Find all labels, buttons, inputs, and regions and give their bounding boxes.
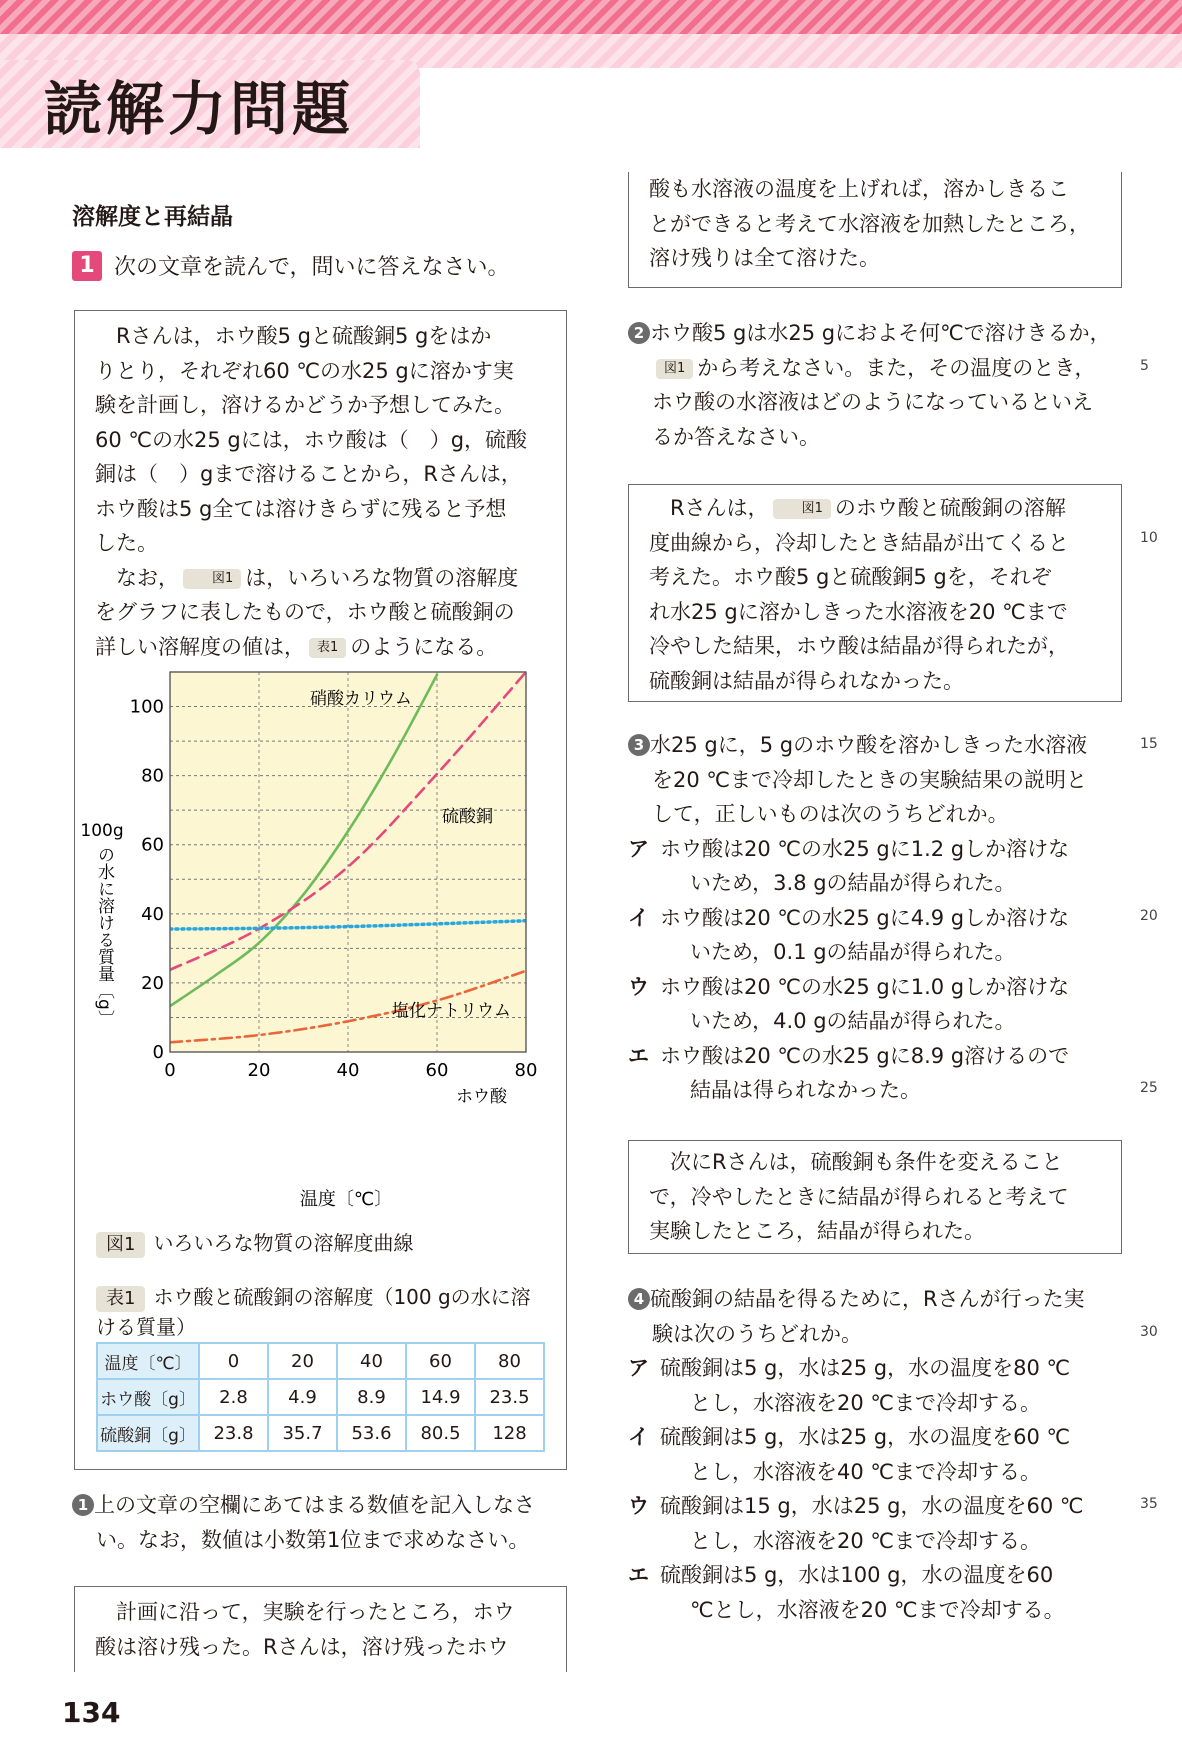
passage-line: れ水25 gに溶かしきった水溶液を20 ℃まで xyxy=(649,599,1068,624)
table-cell: 35.7 xyxy=(268,1415,337,1451)
passage-line: りとり，それぞれ60 ℃の水25 gに溶かす実 xyxy=(95,358,514,383)
table-title-text: ける質量） xyxy=(96,1315,196,1339)
x-tick-label: 40 xyxy=(336,1060,360,1081)
question-3-number: 3 xyxy=(628,734,650,756)
table-title-text: ホウ酸と硫酸銅の溶解度（100 gの水に溶 xyxy=(153,1285,531,1309)
option-i[interactable] xyxy=(628,901,1128,970)
option-text xyxy=(660,1351,1070,1420)
x-axis-label: 温度〔℃〕 xyxy=(299,1189,393,1210)
figure-ref-tag: 図1 xyxy=(183,569,241,589)
table-header-row xyxy=(97,1343,544,1379)
option-a[interactable] xyxy=(628,1351,1128,1420)
table-cell: 硫酸銅〔g〕 xyxy=(97,1415,199,1451)
question-2-line xyxy=(628,351,1128,386)
question-4-line xyxy=(628,1282,1128,1317)
option-key: エ xyxy=(628,1043,649,1068)
table-cell: 14.9 xyxy=(406,1379,475,1415)
page-title: 読解力問題 xyxy=(44,75,355,143)
option-line: 硫酸銅は5 g，水は25 g，水の温度を60 ℃ xyxy=(660,1425,1071,1449)
question-intro-text: 次の文章を読んで，問いに答えなさい。 xyxy=(114,255,510,280)
option-key: イ xyxy=(628,905,649,930)
figure-ref-tag: 図1 xyxy=(773,499,831,519)
series-label-boric: ホウ酸 xyxy=(456,1087,507,1107)
question-1-number: 1 xyxy=(72,1494,94,1516)
option-line: ホウ酸は20 ℃の水25 gに8.9 g溶けるので xyxy=(660,1043,1070,1068)
question-3-line: して，正しいものは次のうちどれか。 xyxy=(652,802,1009,826)
x-tick-label: 80 xyxy=(514,1060,538,1081)
option-key: エ xyxy=(628,1563,649,1587)
passage-box-2b xyxy=(628,172,1122,288)
table-cell: 温度〔℃〕 xyxy=(97,1343,199,1379)
question-3-line xyxy=(628,728,1128,763)
y-tick-label: 20 xyxy=(141,972,164,994)
table-cell: 60 xyxy=(406,1343,475,1379)
passage-line: 冷やした結果，ホウ酸は結晶が得られたが， xyxy=(649,634,1069,658)
option-text xyxy=(660,1420,1070,1489)
question-3-line: を20 ℃まで冷却したときの実験結果の説明と xyxy=(652,767,1087,792)
table-cell: 40 xyxy=(337,1343,406,1379)
passage-line: 次にRさんは，硫酸銅も条件を変えること xyxy=(670,1150,1063,1174)
passage-line: 酸は溶け残った。Rさんは，溶け残ったホウ xyxy=(95,1634,509,1659)
option-line: 硫酸銅は5 g，水は100 g，水の温度を60 xyxy=(660,1563,1054,1587)
table-ref-tag: 表1 xyxy=(309,638,346,658)
option-line: とし，水溶液を40 ℃まで冷却する。 xyxy=(690,1459,1041,1484)
y-tick-label: 80 xyxy=(141,765,164,787)
section-title: 溶解度と再結晶 xyxy=(72,204,233,230)
question-1-line: い。なお，数値は小数第1位まで求めなさい。 xyxy=(96,1527,530,1552)
option-u[interactable] xyxy=(628,1489,1128,1558)
question-number-badge: 1 xyxy=(72,251,102,281)
passage-text: 詳しい溶解度の値は， xyxy=(95,634,305,659)
option-line: 結晶は得られなかった。 xyxy=(690,1078,921,1102)
question-text: 水25 gに，5 gのホウ酸を溶かしきった水溶液 xyxy=(650,733,1088,757)
option-key: イ xyxy=(628,1425,649,1449)
passage-line: 験を計画し，溶けるかどうか予想してみた。 xyxy=(95,393,515,417)
y-tick-label: 0 xyxy=(152,1042,164,1063)
passage-text: のホウ酸と硫酸銅の溶解 xyxy=(834,496,1066,520)
passage-line: 考えた。ホウ酸5 gと硫酸銅5 gを，それぞ xyxy=(649,565,1052,589)
question-intro xyxy=(72,250,510,281)
line-number: 25 xyxy=(1140,1080,1158,1096)
question-1-line xyxy=(72,1488,572,1523)
option-key: ウ xyxy=(628,974,649,999)
table-cell: 2.8 xyxy=(199,1379,268,1415)
table-title xyxy=(96,1282,566,1342)
passage-text: のようになる。 xyxy=(350,634,498,659)
figure-caption-text: いろいろな物質の溶解度曲線 xyxy=(153,1231,414,1255)
passage-line: 60 ℃の水25 gには，ホウ酸は（ ）g，硫酸 xyxy=(95,427,528,452)
passage-line xyxy=(95,561,548,596)
passage-line: 銅は（ ）gまで溶けることから，Rさんは， xyxy=(95,462,522,486)
passage-line: 計画に沿って，実験を行ったところ，ホウ xyxy=(116,1600,515,1624)
solubility-table xyxy=(96,1342,545,1452)
y-axis-label: の水に溶ける質量〔g〕 xyxy=(94,846,114,1027)
table-cell: 80 xyxy=(475,1343,544,1379)
y-tick-label: 100 xyxy=(129,696,164,718)
passage-line: 硫酸銅は結晶が得られなかった。 xyxy=(649,668,964,693)
option-text xyxy=(660,832,1069,901)
y-axis-label-top: 100g xyxy=(80,821,124,841)
option-i[interactable] xyxy=(628,1420,1128,1489)
passage-line: 度曲線から，冷却したとき結晶が出てくると xyxy=(649,530,1069,555)
option-line: 硫酸銅は5 g，水は25 g，水の温度を80 ℃ xyxy=(660,1356,1071,1380)
passage-line: で，冷やしたときに結晶が得られると考えて xyxy=(649,1184,1069,1209)
question-4 xyxy=(628,1282,1128,1627)
passage-text: Rさんは， xyxy=(670,496,769,520)
passage-line: とができると考えて水溶液を加熱したところ， xyxy=(649,211,1090,236)
passage-line: 溶け残りは全て溶けた。 xyxy=(649,246,880,270)
passage-line xyxy=(649,491,1103,526)
option-line: とし，水溶液を20 ℃まで冷却する。 xyxy=(690,1528,1041,1553)
question-2-number: 2 xyxy=(628,322,650,344)
table-cell: 4.9 xyxy=(268,1379,337,1415)
passage-line: 酸も水溶液の温度を上げれば，溶かしきるこ xyxy=(649,177,1069,201)
table-cell: 0 xyxy=(199,1343,268,1379)
option-text xyxy=(660,970,1069,1039)
option-line: ホウ酸は20 ℃の水25 gに1.2 gしか溶けな xyxy=(660,836,1070,861)
series-label-kno3: 硝酸カリウム xyxy=(310,689,412,709)
question-2-line xyxy=(628,316,1128,351)
table-cell: 23.5 xyxy=(475,1379,544,1415)
option-line: ℃とし，水溶液を20 ℃まで冷却する。 xyxy=(690,1597,1065,1622)
passage-line: をグラフに表したもので，ホウ酸と硫酸銅の xyxy=(95,600,515,624)
line-number: 35 xyxy=(1140,1496,1158,1512)
question-2-line: ホウ酸の水溶液はどのようになっているといえ xyxy=(652,390,1093,414)
question-text: ホウ酸5 gは水25 gにおよそ何℃で溶けきるか， xyxy=(650,321,1111,345)
option-text xyxy=(660,1489,1083,1558)
figure-tag: 図1 xyxy=(96,1232,145,1258)
option-key: ア xyxy=(628,836,649,861)
line-number: 30 xyxy=(1140,1324,1158,1340)
option-line: ホウ酸は20 ℃の水25 gに1.0 gしか溶けな xyxy=(660,974,1070,999)
line-number: 20 xyxy=(1140,908,1158,924)
figure-caption xyxy=(96,1227,413,1258)
question-2 xyxy=(628,316,1128,454)
figure-ref-tag: 図1 xyxy=(656,359,693,379)
question-2-line: るか答えなさい。 xyxy=(652,424,820,449)
header-stripe xyxy=(0,0,1182,34)
passage-box-3 xyxy=(628,484,1122,702)
table-cell: 128 xyxy=(475,1415,544,1451)
table-cell: 8.9 xyxy=(337,1379,406,1415)
question-text: 硫酸銅の結晶を得るために，Rさんが行った実 xyxy=(650,1287,1085,1311)
option-line: ホウ酸は20 ℃の水25 gに4.9 gしか溶けな xyxy=(660,905,1070,930)
line-number: 10 xyxy=(1140,530,1158,546)
option-e[interactable] xyxy=(628,1558,1128,1627)
option-e[interactable] xyxy=(628,1039,1128,1108)
option-key: ウ xyxy=(628,1494,649,1518)
passage-box-2a xyxy=(74,1586,567,1672)
series-label-cuso4: 硫酸銅 xyxy=(442,807,493,827)
line-number: 15 xyxy=(1140,736,1158,752)
option-line: とし，水溶液を20 ℃まで冷却する。 xyxy=(690,1390,1041,1415)
question-text: から考えなさい。また，その温度のとき， xyxy=(697,355,1096,380)
option-text xyxy=(660,1039,1069,1108)
passage-line: した。 xyxy=(95,531,158,555)
question-4-line: 験は次のうちどれか。 xyxy=(652,1321,862,1346)
y-tick-label: 40 xyxy=(141,903,164,925)
question-3 xyxy=(628,728,1128,1108)
option-line: いため，0.1 gの結晶が得られた。 xyxy=(690,940,1016,964)
option-text xyxy=(660,1558,1065,1627)
passage-line: Rさんは，ホウ酸5 gと硫酸銅5 gをはか xyxy=(116,324,492,348)
option-line: いため，3.8 gの結晶が得られた。 xyxy=(690,871,1016,895)
x-tick-label: 60 xyxy=(425,1060,449,1081)
table-cell: 20 xyxy=(268,1343,337,1379)
question-4-number: 4 xyxy=(628,1288,650,1310)
y-tick-label: 60 xyxy=(141,834,164,856)
series-label-nacl: 塩化ナトリウム xyxy=(392,1001,511,1021)
question-1 xyxy=(72,1488,572,1557)
option-key: ア xyxy=(628,1356,649,1380)
option-line: いため，4.0 gの結晶が得られた。 xyxy=(690,1009,1016,1033)
passage-text: なお， xyxy=(116,565,179,590)
passage-line: ホウ酸は5 g全ては溶けきらずに残ると予想 xyxy=(95,496,507,521)
option-text xyxy=(660,901,1069,970)
x-tick-label: 20 xyxy=(247,1060,271,1081)
option-a[interactable] xyxy=(628,832,1128,901)
table-row xyxy=(97,1415,544,1451)
passage-line: 実験したところ，結晶が得られた。 xyxy=(649,1219,985,1243)
question-text: 上の文章の空欄にあてはまる数値を記入しなさ xyxy=(94,1493,535,1517)
line-number: 5 xyxy=(1140,358,1149,374)
table-cell: ホウ酸〔g〕 xyxy=(97,1379,199,1415)
table-cell: 23.8 xyxy=(199,1415,268,1451)
table-tag: 表1 xyxy=(96,1286,145,1312)
page-number: 134 xyxy=(62,1696,121,1729)
solubility-chart xyxy=(74,660,554,1220)
passage-box-4 xyxy=(628,1140,1122,1254)
option-u[interactable] xyxy=(628,970,1128,1039)
table-cell: 53.6 xyxy=(337,1415,406,1451)
table-cell: 80.5 xyxy=(406,1415,475,1451)
passage-text: は，いろいろな物質の溶解度 xyxy=(245,565,519,590)
table-row xyxy=(97,1379,544,1415)
x-tick-label: 0 xyxy=(164,1060,176,1081)
passage-line xyxy=(95,630,548,665)
option-line: 硫酸銅は15 g，水は25 g，水の温度を60 ℃ xyxy=(660,1494,1084,1518)
